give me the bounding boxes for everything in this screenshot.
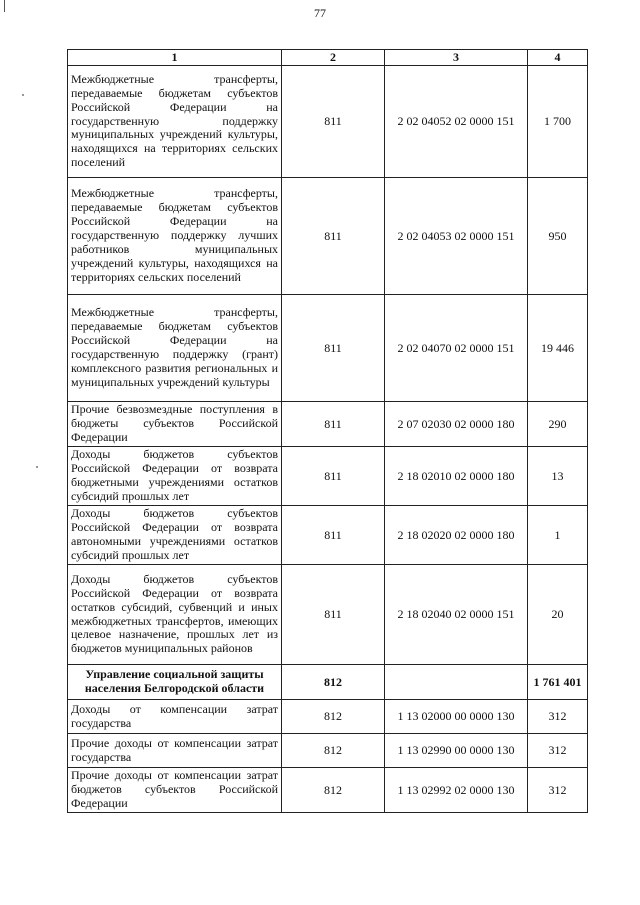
admin-code-cell: 812: [282, 734, 385, 768]
page-number: 77: [314, 6, 326, 20]
admin-code-cell: 811: [282, 295, 385, 402]
description-cell: Прочие безвозмездные поступления в бюджеты субъектов Российской Федерации: [68, 402, 282, 447]
description-cell: Прочие доходы от компенсации затрат государства: [68, 734, 282, 768]
amount-cell: 1: [528, 506, 588, 565]
description-cell: Доходы бюджетов субъектов Российской Федерации от возврата автономными учреждениями остатков субсидий прошлых лет: [68, 506, 282, 565]
admin-code-cell: 812: [282, 768, 385, 813]
admin-code-cell: 811: [282, 402, 385, 447]
admin-code-cell: 811: [282, 66, 385, 178]
amount-cell: 290: [528, 402, 588, 447]
amount-cell: 312: [528, 768, 588, 813]
table-row: [68, 178, 588, 295]
description-cell: Межбюджетные трансферты, передаваемые бюджетам субъектов Российской Федерации на государственную поддержку муниципальных учреждений культуры, находящихся на территориях сельских поселений: [68, 66, 282, 178]
column-header: 2: [282, 50, 385, 66]
description-cell: Межбюджетные трансферты, передаваемые бюджетам субъектов Российской Федерации на государственную поддержку (грант) комплексного развития региональных и муниципальных учреждений культуры: [68, 295, 282, 402]
budget-code-cell: 2 02 04053 02 0000 151: [385, 178, 528, 295]
table-header-row: [68, 50, 588, 66]
budget-code-cell: 1 13 02992 02 0000 130: [385, 768, 528, 813]
amount-cell: 20: [528, 565, 588, 665]
description-cell: Межбюджетные трансферты, передаваемые бюджетам субъектов Российской Федерации на государственную поддержку лучших работников муниципальных учреждений культуры, находящихся на территориях сельских поселений: [68, 178, 282, 295]
amount-cell: 1 700: [528, 66, 588, 178]
amount-cell: 312: [528, 734, 588, 768]
description-cell: Управление социальной защиты населения Белгородской области: [68, 665, 282, 700]
table-row: [68, 506, 588, 565]
table-row: [68, 295, 588, 402]
admin-code-cell: 812: [282, 700, 385, 734]
budget-table: [67, 49, 588, 813]
column-header: 1: [68, 50, 282, 66]
budget-code-cell: 2 18 02010 02 0000 180: [385, 447, 528, 506]
amount-cell: 1 761 401: [528, 665, 588, 700]
admin-code-cell: 811: [282, 447, 385, 506]
table-row: [68, 565, 588, 665]
scan-speck: [36, 466, 38, 468]
budget-code-cell: 2 07 02030 02 0000 180: [385, 402, 528, 447]
budget-code-cell: 2 18 02020 02 0000 180: [385, 506, 528, 565]
table-row: [68, 402, 588, 447]
table-row: [68, 447, 588, 506]
budget-code-cell: 1 13 02000 00 0000 130: [385, 700, 528, 734]
table-row-section-header: [68, 665, 588, 700]
description-cell: Доходы от компенсации затрат государства: [68, 700, 282, 734]
description-cell: Доходы бюджетов субъектов Российской Федерации от возврата остатков субсидий, субвенций и иных межбюджетных трансфертов, имеющих целевое назначение, прошлых лет из бюджетов муниципальных районов: [68, 565, 282, 665]
amount-cell: 19 446: [528, 295, 588, 402]
admin-code-cell: 812: [282, 665, 385, 700]
amount-cell: 312: [528, 700, 588, 734]
budget-code-cell: [385, 665, 528, 700]
column-header: 4: [528, 50, 588, 66]
admin-code-cell: 811: [282, 178, 385, 295]
budget-code-cell: 1 13 02990 00 0000 130: [385, 734, 528, 768]
amount-cell: 13: [528, 447, 588, 506]
admin-code-cell: 811: [282, 506, 385, 565]
admin-code-cell: 811: [282, 565, 385, 665]
table-row: [68, 768, 588, 813]
scan-speck: [22, 94, 24, 96]
budget-code-cell: 2 18 02040 02 0000 151: [385, 565, 528, 665]
table-row: [68, 66, 588, 178]
column-header: 3: [385, 50, 528, 66]
description-cell: Доходы бюджетов субъектов Российской Федерации от возврата бюджетными учреждениями остатков субсидий прошлых лет: [68, 447, 282, 506]
budget-code-cell: 2 02 04052 02 0000 151: [385, 66, 528, 178]
description-cell: Прочие доходы от компенсации затрат бюджетов субъектов Российской Федерации: [68, 768, 282, 813]
table-row: [68, 734, 588, 768]
table-row: [68, 700, 588, 734]
budget-code-cell: 2 02 04070 02 0000 151: [385, 295, 528, 402]
amount-cell: 950: [528, 178, 588, 295]
